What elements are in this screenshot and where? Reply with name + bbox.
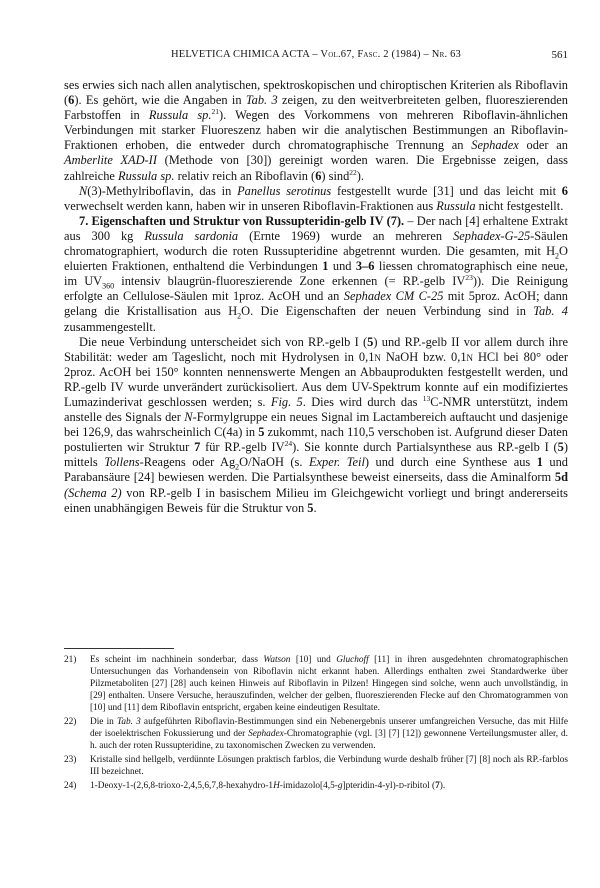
footnotes — [64, 655, 568, 795]
paragraph-riboflavin: ses erwies sich nach allen analytischen, spektroskopischen und chiroptischen Kriterien als Riboflavin (6). Es gehört, wie die Angaben in Tab. 3 zeigen, zu den weitverbreiteten gelben, fluoreszierenden Farbstoffen in Russula sp.$^{21}$). Wegen des Vorkommens von mehreren Riboflavin-ähnlichen Verbindungen mit starker Fluoreszenz haben wir die analytischen Bestimmungen an Riboflavin-Fraktionen erhoben, die entweder durch chromatographische Trennung an Sephadex oder an Amberlite XAD-II (Methode von [30]) gereinigt worden waren. Die Ergebnisse zeigen, dass zahlreiche Russula sp. relativ reich an Riboflavin (6) sind$^{22}$). — [64, 78, 568, 183]
running-header — [64, 49, 568, 65]
page-number: 561 — [551, 49, 568, 61]
footnote-text: Es scheint im nachhinein sonderbar, dass Watson [10] und Gluchoff [11] in ihren ausgedehnten chromatographischen Untersuchungen das Vorhandensein von Riboflavin nicht erkannt haben. Allerdings enthalten zwei Standardwerke über Pilzmetaboliten [27] [28] auch keinen Hinweis auf Riboflavin in Pilzen! Hingegen sind solche, wenn auch unvollständig, in [29] enthalten. Unsere Versuche, herauszufinden, welcher der gelben, fluoreszierenden Flecke auf den Chromatogrammen von [10] und [11] dem Riboflavin entspricht, ergaben keine eindeutigen Resultate. — [90, 655, 568, 713]
footnote-22 — [64, 717, 568, 753]
footnote-text: Kristalle sind hellgelb, verdünnte Lösungen praktisch farblos, die Verbindung wurde deshalb früher [7] [8] noch als RP.-farblos III bezeichnet. — [90, 754, 568, 777]
footnote-23 — [64, 755, 568, 779]
footnote-text: 1-Deoxy-1-(2,6,8-trioxo-2,4,5,6,7,8-hexahydro-1H-imidazolo[4,5-g]pteridin-4-yl)-d-ribitol (7). — [90, 780, 446, 791]
paragraph-section-7: 7. Eigenschaften und Struktur von Russupteridin-gelb IV (7). – Der nach [4] erhaltene Extrakt aus 300 kg Russula sardonia (Ernte 1969) wurde an mehreren Sephadex-G-25-Säulen chromatographiert, wodurch die roten Russupteridine abgetrennt wurden. Die gesamten, mit $H_2O$ eluierten Fraktionen, enthaltend die Verbindungen 1 und 3–6 liessen chromatographisch eine neue, im $UV_{360}$ intensiv blaugrün-fluoreszierende Zone erkennen (= RP.-gelb IV$^{23}$)). Die Reinigung erfolgte an Cellulose-Säulen mit 1proz. AcOH und an Sephadex CM C-25 mit 5proz. AcOH; dann gelang die Kristallisation aus $H_2O$. Die Eigenschaften der neuen Verbindung sind in Tab. 4 zusammengestellt. — [64, 213, 569, 334]
footnote-text: Die in Tab. 3 aufgeführten Riboflavin-Bestimmungen sind ein Nebenergebnis unserer umfangreichen Versuche, das mit Hilfe der isoelektrischen Fokussierung und der Sephadex-Chromatographie (vgl. [3] [7] [12]) gewonnene Verteilungsmuster aller, d. h. auch der roten Russupteridine, zu taxonomischen Zwecken zu verwenden. — [90, 716, 568, 751]
footnote-mark: 24) — [64, 780, 77, 791]
footnote-mark: 22) — [64, 716, 77, 727]
footnote-mark: 23) — [64, 754, 77, 765]
footnote-21 — [64, 655, 568, 715]
footnote-24 — [64, 781, 568, 793]
footnote-mark: 21) — [64, 655, 77, 665]
main-text — [64, 78, 568, 516]
footnote-separator — [64, 648, 174, 649]
paragraph-methylriboflavin: N(3)-Methylriboflavin, das in Panellus serotinus festgestellt wurde [31] und das leicht mit 6 verwechselt werden kann, haben wir in unseren Riboflavin-Fraktionen aus Russula nicht festgestellt. — [64, 183, 568, 213]
journal-title: HELVETICA CHIMICA ACTA – Vol.67, Fasc. 2 (1984) – Nr. 63 — [171, 49, 461, 60]
paragraph-structure: Die neue Verbindung unterscheidet sich von RP.-gelb I (5) und RP.-gelb II vor allem durch ihre Stabilität: weder am Tageslicht, noch mit Hydrolysen in 0,1n NaOH bzw. 0,1n HCl bei 80° oder 2proz. AcOH bei 150° konnten nennenswerte Mengen an Abbauprodukten festgestellt werden, und RP.-gelb IV wurde unverändert zurückisoliert. Aus dem UV-Spektrum konnte auf ein modifiziertes Lumazinderivat geschlossen werden; s. Fig. 5. Dies wird durch das $^{13}$C-NMR unterstützt, indem anstelle des Signals der N-Formylgruppe ein neues Signal im Lactambereich auftaucht und dasjenige bei 126,9, das wahrscheinlich C(4a) in 5 zukommt, nach 110,5 verschoben ist. Aufgrund dieser Daten postulierten wir Struktur 7 für RP.-gelb IV$^{24}$). Sie konnte durch Partialsynthese aus RP.-gelb I (5) mittels Tollens-Reagens oder $Ag_2O$/NaOH (s. Exper. Teil) und durch eine Synthese aus 1 und Parabansäure [24] bewiesen werden. Die Partialsynthese beweist einerseits, dass die Aminalform 5d (Schema 2) von RP.-gelb I in basischem Milieu im Gleichgewicht vorliegt und bringt andererseits einen unabhängigen Beweis für die Struktur von 5. — [64, 334, 569, 515]
